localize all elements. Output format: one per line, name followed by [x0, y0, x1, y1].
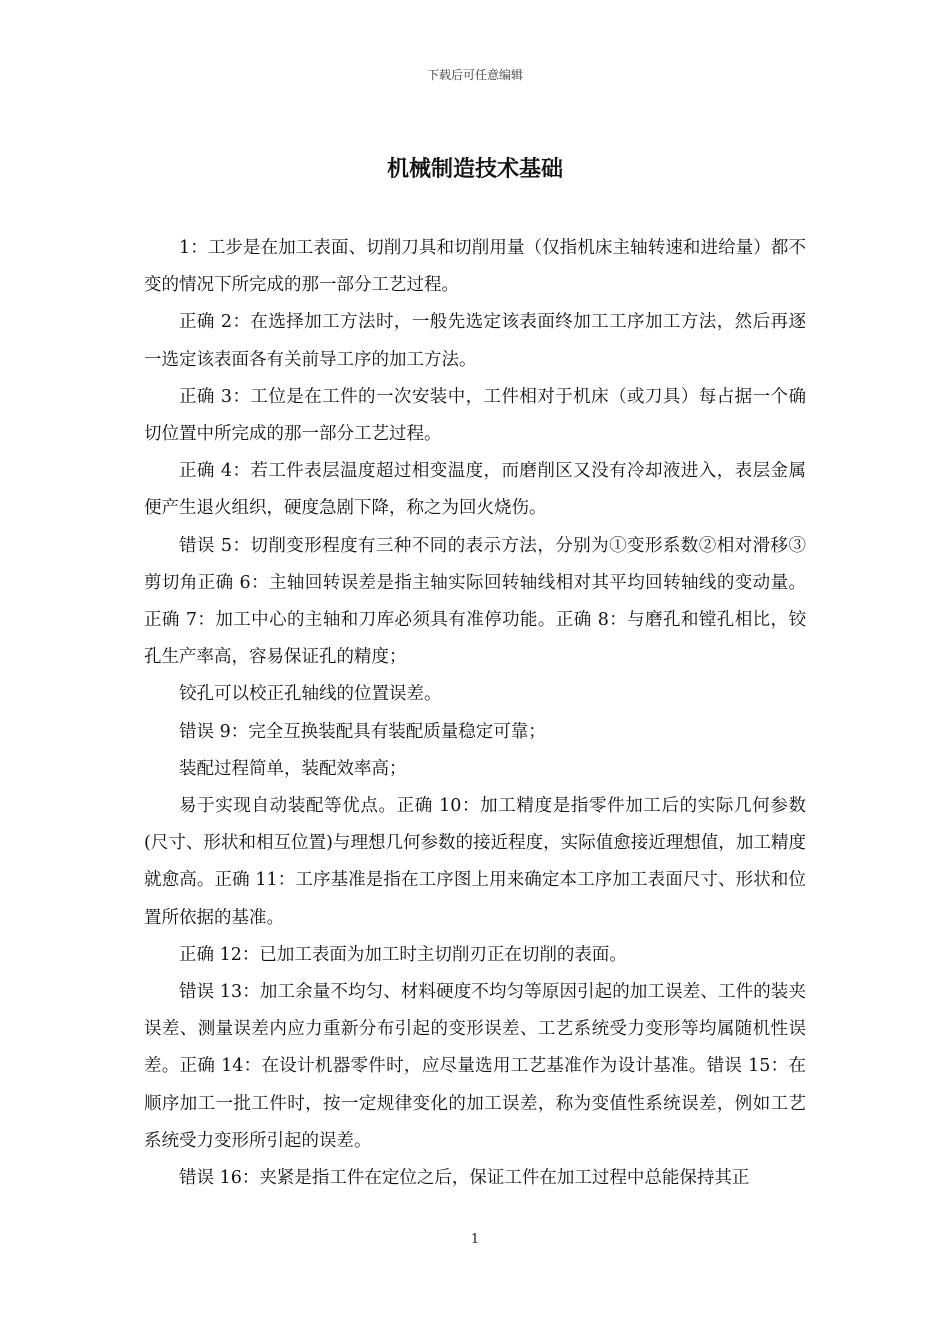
page-header: 下载后可任意编辑 [426, 68, 523, 82]
document-title: 机械制造技术基础 [386, 157, 563, 182]
paragraph: 正确 3：工位是在工件的一次安装中，工件相对于机床（或刀具）每占据一个确切位置中所完成的那一部分工艺过程。 [144, 386, 806, 445]
paragraph: 错误 5：切削变形程度有三种不同的表示方法，分别为①变形系数②相对滑移③剪切角正确 6：主轴回转误差是指主轴实际回转轴线相对其平均回转轴线的变动量。正确 7：加工中心的主轴和刀库必须具有准停功能。正确 8：与磨孔和镗孔相比，铰孔生产率高，容易保证孔的精度； [144, 535, 806, 668]
paragraph: 正确 4：若工件表层温度超过相变温度，而磨削区又没有冷却液进入，表层金属便产生退火组织，硬度急剧下降，称之为回火烧伤。 [144, 461, 806, 519]
document-body [144, 230, 806, 1197]
paragraph: 易于实现自动装配等优点。正确 10：加工精度是指零件加工后的实际几何参数(尺寸、形状和相互位置)与理想几何参数的接近程度，实际值愈接近理想值，加工精度就愈高。正确 11：工序基准是指在工序图上用来确定本工序加工表面尺寸、形状和位置所依据的基准。 [144, 796, 806, 928]
paragraph: 1：工步是在加工表面、切削刀具和切削用量（仅指机床主轴转速和进给量）都不变的情况下所完成的那一部分工艺过程。 [144, 238, 806, 296]
paragraph: 错误 13：加工余量不均匀、材料硬度不均匀等原因引起的加工误差、工件的装夹误差、测量误差内应力重新分布引起的变形误差、工艺系统受力变形等均属随机性误差。正确 14：在设计机器零件时，应尽量选用工艺基准作为设计基准。错误 15：在顺序加工一批工件时，按一定规律变化的加工误差，称为变值性系统误差，例如工艺系统受力变形所引起的误差。 [144, 982, 806, 1151]
paragraph: 铰孔可以校正孔轴线的位置误差。 [179, 684, 442, 705]
page-number: 1 [470, 1232, 480, 1247]
paragraph: 错误 16：夹紧是指工件在定位之后，保证工件在加工过程中总能保持其正 [179, 1168, 750, 1189]
paragraph: 正确 2：在选择加工方法时，一般先选定该表面终加工工序加工方法，然后再逐一选定该表面各有关前导工序的加工方法。 [144, 312, 806, 370]
paragraph: 正确 12：已加工表面为加工时主切削刃正在切削的表面。 [179, 944, 627, 965]
paragraph: 错误 9：完全互换装配具有装配质量稳定可靠； [179, 721, 546, 742]
paragraph: 装配过程简单，装配效率高； [179, 758, 407, 779]
